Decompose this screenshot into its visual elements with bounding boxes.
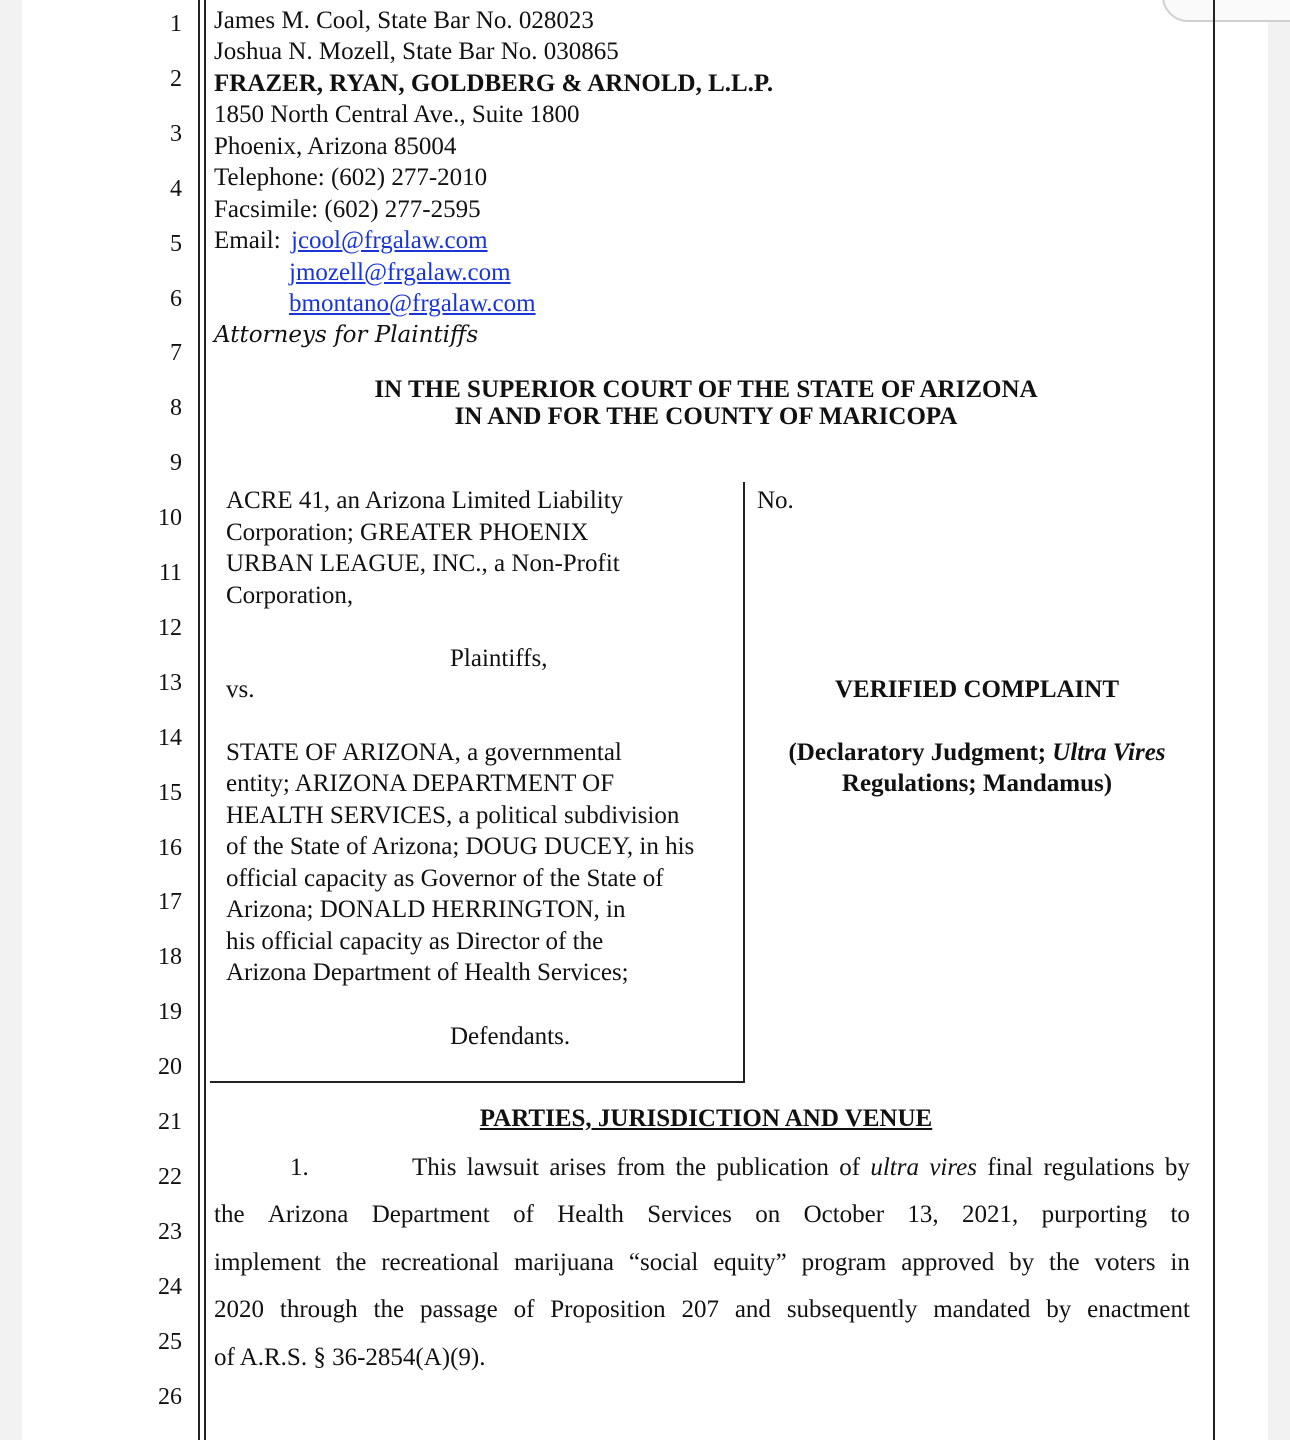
line-number: 15 [158, 779, 182, 806]
word: recreational [381, 1249, 500, 1276]
word: 2020 [214, 1296, 264, 1323]
firm-telephone: Telephone: (602) 277-2010 [214, 164, 488, 191]
attorney-name-2: Joshua N. Mozell, State Bar No. 030865 [214, 38, 619, 65]
attorneys-for-plaintiffs: Attorneys for Plaintiffs [214, 322, 479, 348]
word: the [214, 1201, 245, 1228]
word: of [513, 1201, 534, 1228]
word: Department [371, 1201, 490, 1228]
word: passage [419, 1296, 498, 1323]
plaintiff-line: Corporation, [226, 582, 354, 609]
paragraph-line-1 [214, 1152, 1190, 1183]
court-heading-line2: IN AND FOR THE COUNTY OF MARICOPA [454, 403, 958, 430]
word: purporting [1041, 1201, 1148, 1228]
line-number: 21 [158, 1109, 182, 1135]
word: from [616, 1154, 666, 1181]
case-number-label: No. [757, 487, 794, 514]
document-subtitle-line2: Regulations; Mandamus) [841, 770, 1113, 797]
plaintiff-line: ACRE 41, an Arizona Limited Liability [226, 487, 624, 514]
line-number: 5 [170, 230, 182, 257]
paragraph-line-4 [214, 1294, 1190, 1325]
versus-label: vs. [226, 676, 255, 703]
word: vires [929, 1154, 977, 1181]
line-number: 9 [170, 450, 182, 477]
line-number: 3 [170, 120, 182, 147]
word: Proposition [550, 1296, 666, 1323]
plaintiff-line: Corporation; GREATER PHOENIX [226, 519, 589, 546]
word: through [279, 1296, 358, 1323]
defendant-line: Arizona; DONALD HERRINGTON, in [226, 896, 626, 923]
line-number: 6 [170, 285, 182, 312]
word: implement [214, 1249, 321, 1276]
defendant-line: HEALTH SERVICES, a political subdivision [226, 802, 680, 829]
firm-address-line2: Phoenix, Arizona 85004 [214, 133, 457, 160]
word: in [1170, 1249, 1190, 1276]
line-number: 19 [158, 999, 182, 1026]
paragraph-line-1-text [366, 1152, 1190, 1183]
word: by [1009, 1249, 1035, 1276]
defendant-line: of the State of Arizona; DOUG DUCEY, in his [226, 833, 695, 860]
paragraph-line-2 [214, 1199, 1190, 1230]
word: subsequently [786, 1296, 918, 1323]
document-title: VERIFIED COMPLAINT [834, 676, 1120, 703]
firm-address-line1: 1850 North Central Ave., Suite 1800 [214, 101, 580, 128]
line-number: 10 [158, 505, 182, 532]
word: 2021, [962, 1201, 1019, 1228]
line-number: 24 [158, 1273, 182, 1300]
defendant-line: his official capacity as Director of the [226, 928, 604, 955]
line-number: 2 [170, 65, 182, 92]
word: and [734, 1296, 771, 1323]
line-number: 1 [170, 11, 182, 37]
word: voters [1094, 1249, 1156, 1276]
word: the [335, 1249, 367, 1276]
word: the [373, 1296, 405, 1323]
paragraph-line-3 [214, 1247, 1190, 1278]
plaintiffs-label: Plaintiffs, [450, 645, 548, 672]
word: of [513, 1296, 535, 1323]
defendant-line: Arizona Department of Health Services; [226, 959, 629, 986]
line-number: 22 [158, 1163, 182, 1190]
word: the [675, 1154, 707, 1181]
word: enactment [1087, 1296, 1190, 1323]
word: by [1046, 1296, 1072, 1323]
line-number: 7 [170, 340, 182, 367]
word: marijuana [514, 1249, 615, 1276]
word: Arizona [267, 1201, 349, 1228]
line-number: 25 [158, 1328, 182, 1355]
line-number: 26 [158, 1383, 182, 1410]
word: to [1170, 1201, 1190, 1228]
defendant-line: entity; ARIZONA DEPARTMENT OF [226, 770, 615, 797]
word: This [412, 1154, 457, 1181]
word: ultra [870, 1154, 919, 1181]
line-number: 13 [158, 669, 182, 696]
word: 13, [907, 1201, 939, 1228]
word: of [839, 1154, 861, 1181]
caption-divider-horizontal [210, 1081, 745, 1083]
line-number: 12 [158, 614, 182, 641]
page-corner-fold [1162, 0, 1290, 22]
word: lawsuit [466, 1154, 539, 1181]
word: publication [716, 1154, 829, 1181]
plaintiff-line: URBAN LEAGUE, INC., a Non-Profit [226, 550, 620, 577]
left-margin-rule-outer [198, 0, 200, 1440]
line-number: 14 [158, 724, 182, 751]
right-margin-rule [1213, 0, 1215, 1440]
word: arises [549, 1154, 607, 1181]
paragraph-number: 1. [290, 1154, 309, 1181]
email-link-jmozell[interactable]: jmozell@frgalaw.com [289, 259, 511, 286]
caption-divider-vertical [743, 482, 745, 1083]
line-number: 17 [158, 889, 182, 916]
word: on [755, 1201, 781, 1228]
word: mandated [933, 1296, 1031, 1323]
word: equity” [713, 1249, 787, 1276]
word: Health [557, 1201, 624, 1228]
word: 207 [681, 1296, 719, 1323]
line-number: 8 [170, 395, 182, 422]
firm-facsimile: Facsimile: (602) 277-2595 [214, 196, 481, 223]
document-subtitle-line1: (Declaratory Judgment; Ultra Vires [788, 739, 1166, 766]
defendant-line: official capacity as Governor of the State of [226, 865, 664, 892]
defendants-label: Defendants. [450, 1023, 571, 1050]
word: “social [628, 1249, 699, 1276]
word: program [801, 1249, 887, 1276]
line-number: 20 [158, 1054, 182, 1081]
paragraph-line-5: of A.R.S. § 36-2854(A)(9). [214, 1344, 486, 1371]
word: the [1049, 1249, 1080, 1276]
email-label: Email: [214, 227, 281, 254]
left-margin-rule-inner [204, 0, 206, 1440]
word: final [987, 1154, 1034, 1181]
email-link-jcool[interactable]: jcool@frgalaw.com [291, 227, 488, 254]
section-heading: PARTIES, JURISDICTION AND VENUE [479, 1105, 933, 1132]
court-heading-line1: IN THE SUPERIOR COURT OF THE STATE OF ARIZONA [374, 376, 1038, 403]
word: October [803, 1201, 885, 1228]
line-number: 4 [170, 175, 182, 202]
word: regulations [1043, 1154, 1155, 1181]
line-number: 18 [158, 944, 182, 971]
email-link-bmontano[interactable]: bmontano@frgalaw.com [289, 290, 536, 317]
word: Services [647, 1201, 732, 1228]
defendant-line: STATE OF ARIZONA, a governmental [226, 739, 622, 766]
attorney-name-1: James M. Cool, State Bar No. 028023 [214, 7, 594, 34]
line-number: 16 [158, 834, 182, 861]
word: approved [901, 1249, 995, 1276]
law-firm-name: FRAZER, RYAN, GOLDBERG & ARNOLD, L.L.P. [214, 70, 774, 97]
line-number: 23 [158, 1218, 182, 1245]
word: by [1164, 1154, 1190, 1181]
line-number: 11 [158, 560, 182, 586]
